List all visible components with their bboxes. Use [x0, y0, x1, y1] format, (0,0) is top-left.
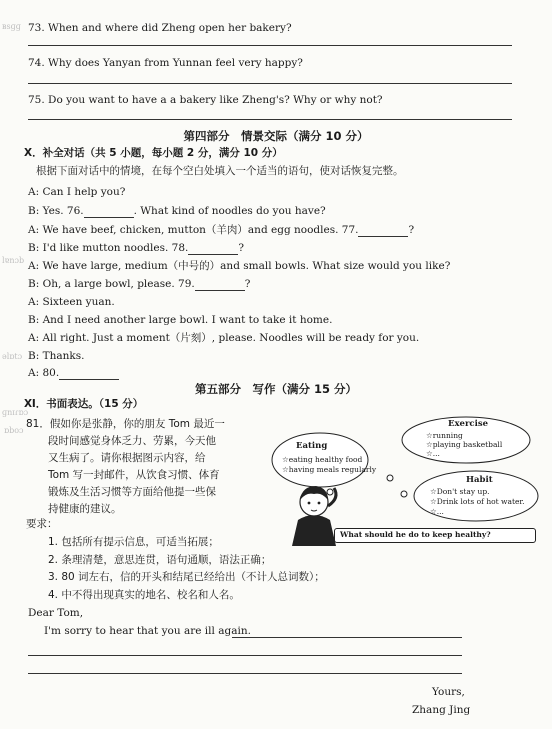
letter-greeting: Dear Tom, [28, 607, 84, 619]
question-74: 74. Why does Yanyan from Yunnan feel very happy? [28, 57, 303, 69]
bleed-through-mark: əlɒtɔ [2, 352, 23, 361]
dialogue-line-10: B: Thanks. [28, 350, 85, 362]
letter-closing: Yours, [432, 686, 465, 698]
blank-77[interactable] [358, 236, 408, 237]
exercise-title: Exercise [448, 419, 489, 429]
eating-item-2: ☆having meals regularly [282, 465, 377, 474]
exercise-item-1: ☆running [426, 431, 463, 440]
dialogue-line-8: B: And I need another large bowl. I want to take it home. [28, 314, 333, 326]
requirement-3: 3. 80 词左右，信的开头和结尾已经给出（不计人总词数）； [48, 571, 325, 583]
dialogue-line-9: A: All right. Just a moment（片刻）, please. Noodles will be ready for you. [28, 332, 420, 344]
bleed-through-mark: ɡnɪɾɒɔ [2, 408, 29, 417]
letter-signature: Zhang Jing [412, 704, 471, 716]
letter-opening: I'm sorry to hear that you are ill again. [44, 625, 251, 637]
exercise-item-3: ☆... [426, 449, 440, 458]
habit-item-2: ☆Drink lots of hot water. [430, 497, 525, 506]
question-73: 73. When and where did Zheng open her bakery? [28, 22, 292, 34]
part5-section: Ⅺ．书面表达。（15 分） [24, 398, 144, 410]
dialogue-line-3: A: We have beef, chicken, mutton（羊肉）and egg noodles. 77. ? [28, 224, 415, 236]
requirement-1: 1. 包括所有提示信息，可适当拓展； [48, 536, 219, 548]
requirement-2: 2. 条理清楚，意思连贯，语句通顺，语法正确； [48, 554, 272, 566]
dialogue-line-6: B: Oh, a large bowl, please. 79. ? [28, 278, 251, 290]
letter-line-1[interactable] [232, 637, 462, 638]
answer-line-74[interactable] [28, 83, 512, 84]
dialogue-line-2: B: Yes. 76. . What kind of noodles do you have? [28, 205, 326, 217]
health-figure [270, 416, 552, 546]
dialogue-line-7: A: Sixteen yuan. [28, 296, 115, 308]
bleed-through-mark: lɐnɔb [2, 256, 25, 265]
part4-instruction: 根据下面对话中的情境，在每个空白处填入一个适当的语句，使对话恢复完整。 [36, 165, 404, 177]
part5-title: 第五部分 写作（满分 15 分） [194, 382, 357, 396]
question-75: 75. Do you want to have a a bakery like Zheng's? Why or why not? [28, 94, 383, 106]
blank-78[interactable] [188, 254, 238, 255]
bleed-through-mark: ʙsɡɡ [2, 22, 21, 31]
requirements-label: 要求： [26, 518, 58, 530]
figure-drawing [270, 416, 552, 546]
dialogue-line-4: B: I'd like mutton noodles. 78. ? [28, 242, 244, 254]
habit-item-3: ☆... [430, 507, 444, 516]
habit-item-1: ☆Don't stay up. [430, 487, 490, 496]
writing-prompt: 81．假如你是张静，你的朋友 Tom 最近一 段时间感觉身体乏力、劳累，今天他 又生病了。请你根据图示内容，给 Tom 写一封邮件，从饮食习惯、体育 锻炼及生活习惯等方面给他提一些保 持健康的建议。 [26, 418, 225, 515]
dialogue-line-11: A: 80. [28, 367, 119, 380]
exercise-item-2: ☆playing basketball [426, 440, 503, 449]
eating-title: Eating [296, 441, 328, 451]
part4-section: X．补全对话（共 5 小题，每小题 2 分，满分 10 分） [24, 147, 283, 159]
eating-item-1: ☆eating healthy food [282, 455, 363, 464]
dialogue-line-5: A: We have large, medium（中号的）and small bowls. What size would you like? [28, 260, 451, 272]
bleed-through-mark: ɒboɔ [4, 426, 24, 435]
blank-80[interactable] [59, 379, 119, 380]
answer-line-75[interactable] [28, 119, 512, 120]
habit-title: Habit [466, 475, 493, 485]
letter-line-3[interactable] [28, 673, 462, 674]
figure-question: What should he do to keep healthy? [340, 530, 491, 539]
answer-line-73[interactable] [28, 45, 512, 46]
blank-79[interactable] [195, 290, 245, 291]
requirement-4: 4. 中不得出现真实的地名、校名和人名。 [48, 589, 240, 601]
dialogue-line-1: A: Can I help you? [28, 186, 126, 198]
letter-line-2[interactable] [28, 655, 462, 656]
blank-76[interactable] [84, 217, 134, 218]
part4-title: 第四部分 情景交际（满分 10 分） [183, 129, 369, 143]
